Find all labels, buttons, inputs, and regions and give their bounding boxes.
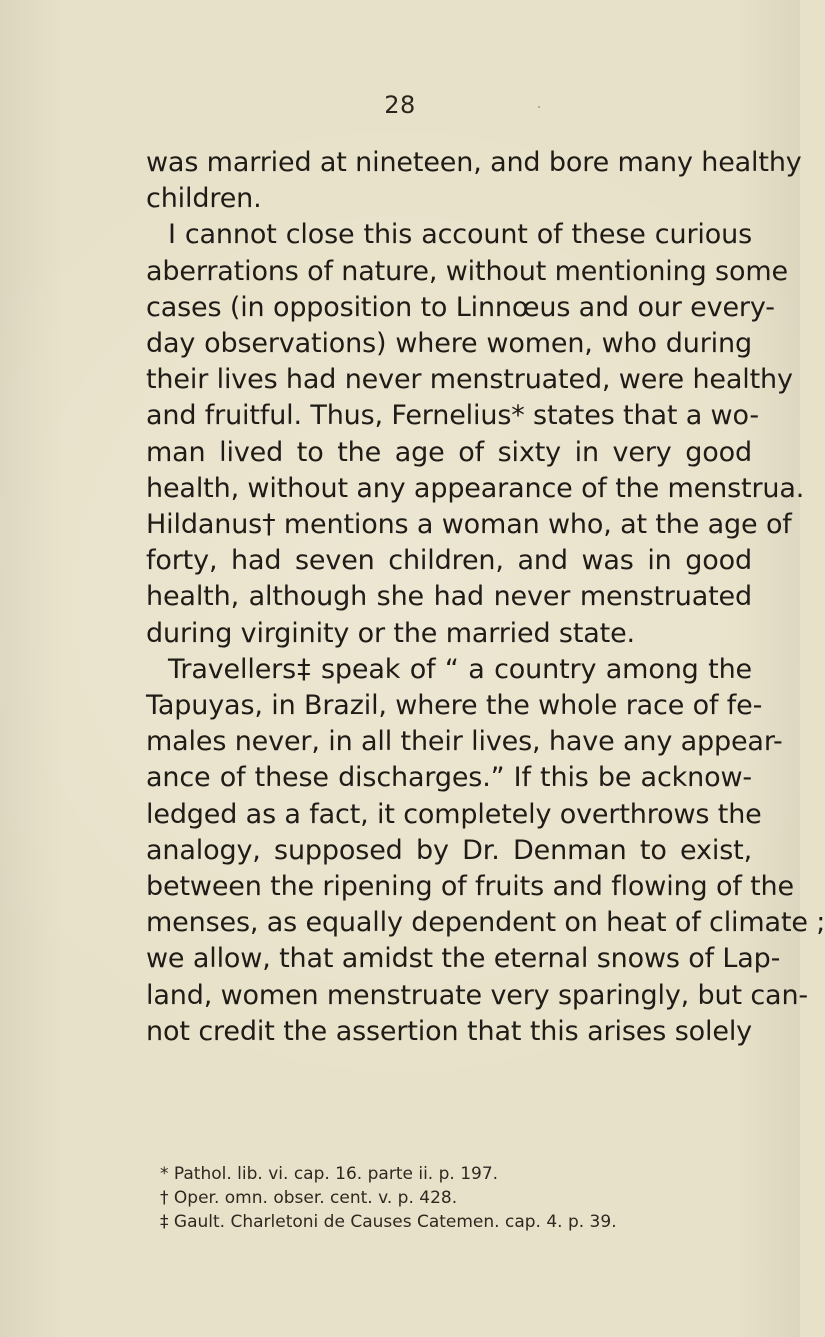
text-line-11: Hildanus† mentions a woman who, at the age of	[146, 509, 792, 541]
footnotes	[160, 1162, 720, 1234]
page-speck	[538, 106, 540, 108]
page-number: 28	[384, 91, 416, 119]
text-line-7: their lives had never menstruated, were healthy	[146, 364, 793, 396]
text-line-15: Travellers‡ speak of “ a country among the	[168, 653, 752, 685]
text-line-3: I cannot close this account of these curious	[168, 219, 752, 251]
main-text-block	[146, 145, 825, 1050]
text-line-21: between the ripening of fruits and flowing of the	[146, 871, 794, 903]
text-line-20: analogy, supposed by Dr. Denman to exist,	[146, 834, 752, 866]
text-line-12: forty, had seven children, and was in good	[146, 545, 752, 577]
text-line-1: was married at nineteen, and bore many healthy	[146, 147, 802, 178]
text-line-23: we allow, that amidst the eternal snows of Lap-	[146, 943, 781, 975]
text-line-16: Tapuyas, in Brazil, where the whole race of fe-	[146, 690, 763, 722]
text-line-14: during virginity or the married state.	[146, 617, 635, 649]
footnote-3: ‡ Gault. Charletoni de Causes Catemen. cap. 4. p. 39.	[160, 1212, 617, 1232]
text-line-19: ledged as a fact, it completely overthrows the	[146, 798, 762, 830]
footnote-1: * Pathol. lib. vi. cap. 16. parte ii. p. 197.	[160, 1164, 499, 1184]
text-line-10: health, without any appearance of the menstrua.	[146, 472, 805, 504]
text-line-4: aberrations of nature, without mentioning some	[146, 255, 788, 287]
text-line-8: and fruitful. Thus, Fernelius* states that a wo-	[146, 400, 759, 432]
text-line-22: menses, as equally dependent on heat of climate ;	[146, 907, 825, 939]
footnote-2: † Oper. omn. obser. cent. v. p. 428.	[160, 1188, 458, 1208]
text-line-2: children.	[146, 183, 262, 215]
text-line-25: not credit the assertion that this arises solely	[146, 1015, 752, 1047]
text-line-5: cases (in opposition to Linnœus and our every-	[146, 291, 775, 323]
text-line-6: day observations) where women, who during	[146, 328, 752, 360]
text-line-24: land, women menstruate very sparingly, but can-	[146, 979, 809, 1011]
text-line-9: man lived to the age of sixty in very good	[146, 436, 752, 468]
text-line-18: ance of these discharges.” If this be acknow-	[146, 762, 752, 794]
text-line-13: health, although she had never menstruated	[146, 581, 752, 613]
text-line-17: males never, in all their lives, have any appear-	[146, 726, 783, 758]
